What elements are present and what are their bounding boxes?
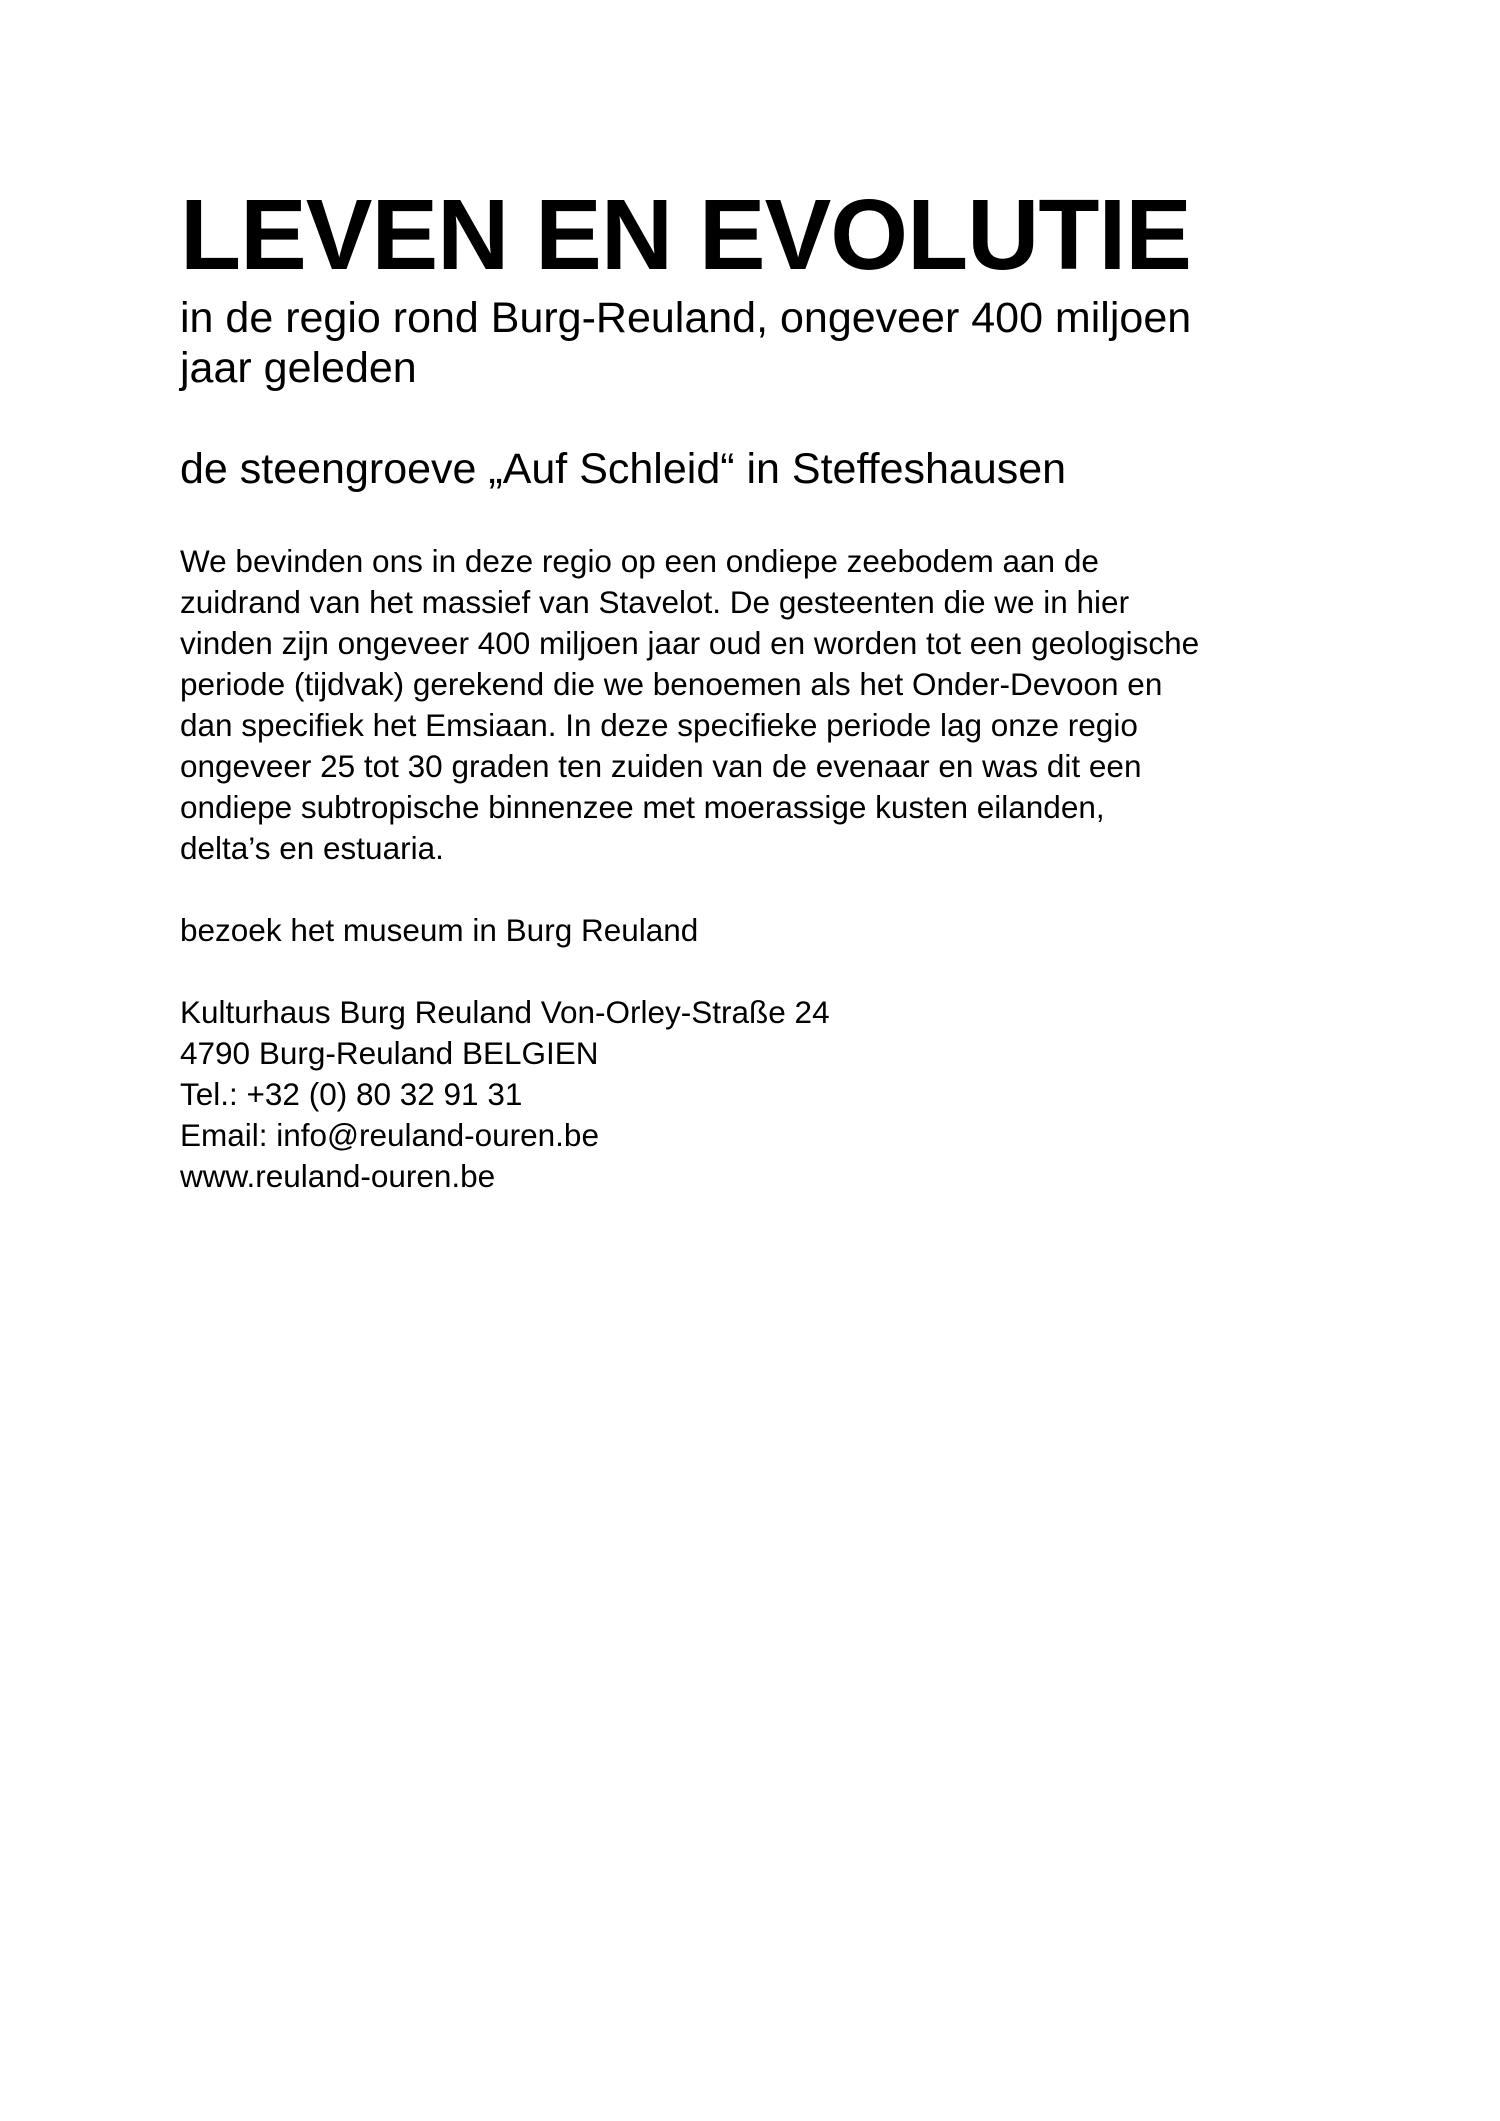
paragraph-line: We bevinden ons in deze regio op een ondiepe zeebodem aan de <box>180 543 1099 579</box>
email-address[interactable]: Email: info@reuland-ouren.be <box>180 1117 599 1153</box>
address-line: Kulturhaus Burg Reuland Von-Orley-Straße 24 <box>180 994 830 1030</box>
postal-line: 4790 Burg-Reuland BELGIEN <box>180 1035 599 1071</box>
paragraph-line: dan specifiek het Emsiaan. In deze specifieke periode lag onze regio <box>180 707 1138 743</box>
paragraph-line: vinden zijn ongeveer 400 miljoen jaar oud en worden tot een geologische <box>180 625 1200 661</box>
page-title: LEVEN EN EVOLUTIE <box>180 179 1191 291</box>
document-page <box>180 179 1380 1197</box>
website-link[interactable]: www.reuland-ouren.be <box>180 1158 496 1194</box>
subtitle-line: in de regio rond Burg-Reuland, ongeveer 400 miljoen <box>180 294 1192 342</box>
paragraph-line: ongeveer 25 tot 30 graden ten zuiden van de evenaar en was dit een <box>180 748 1142 784</box>
paragraph-line: delta’s en estuaria. <box>180 830 444 866</box>
contact-block <box>180 992 1380 1197</box>
paragraph-line: ondiepe subtropische binnenzee met moerassige kusten eilanden, <box>180 789 1105 825</box>
museum-note: bezoek het museum in Burg Reuland <box>180 912 699 948</box>
phone-number: Tel.: +32 (0) 80 32 91 31 <box>180 1076 523 1112</box>
subtitle-line: jaar geleden <box>180 344 417 392</box>
paragraph-line: zuidrand van het massief van Stavelot. De gesteenten die we in hier <box>180 584 1130 620</box>
section-heading: de steengroeve „Auf Schleid“ in Steffeshausen <box>180 445 1067 493</box>
subtitle <box>180 293 1380 393</box>
paragraph-line: periode (tijdvak) gerekend die we benoemen als het Onder-Devoon en <box>180 666 1163 702</box>
body-paragraph <box>180 541 1380 869</box>
